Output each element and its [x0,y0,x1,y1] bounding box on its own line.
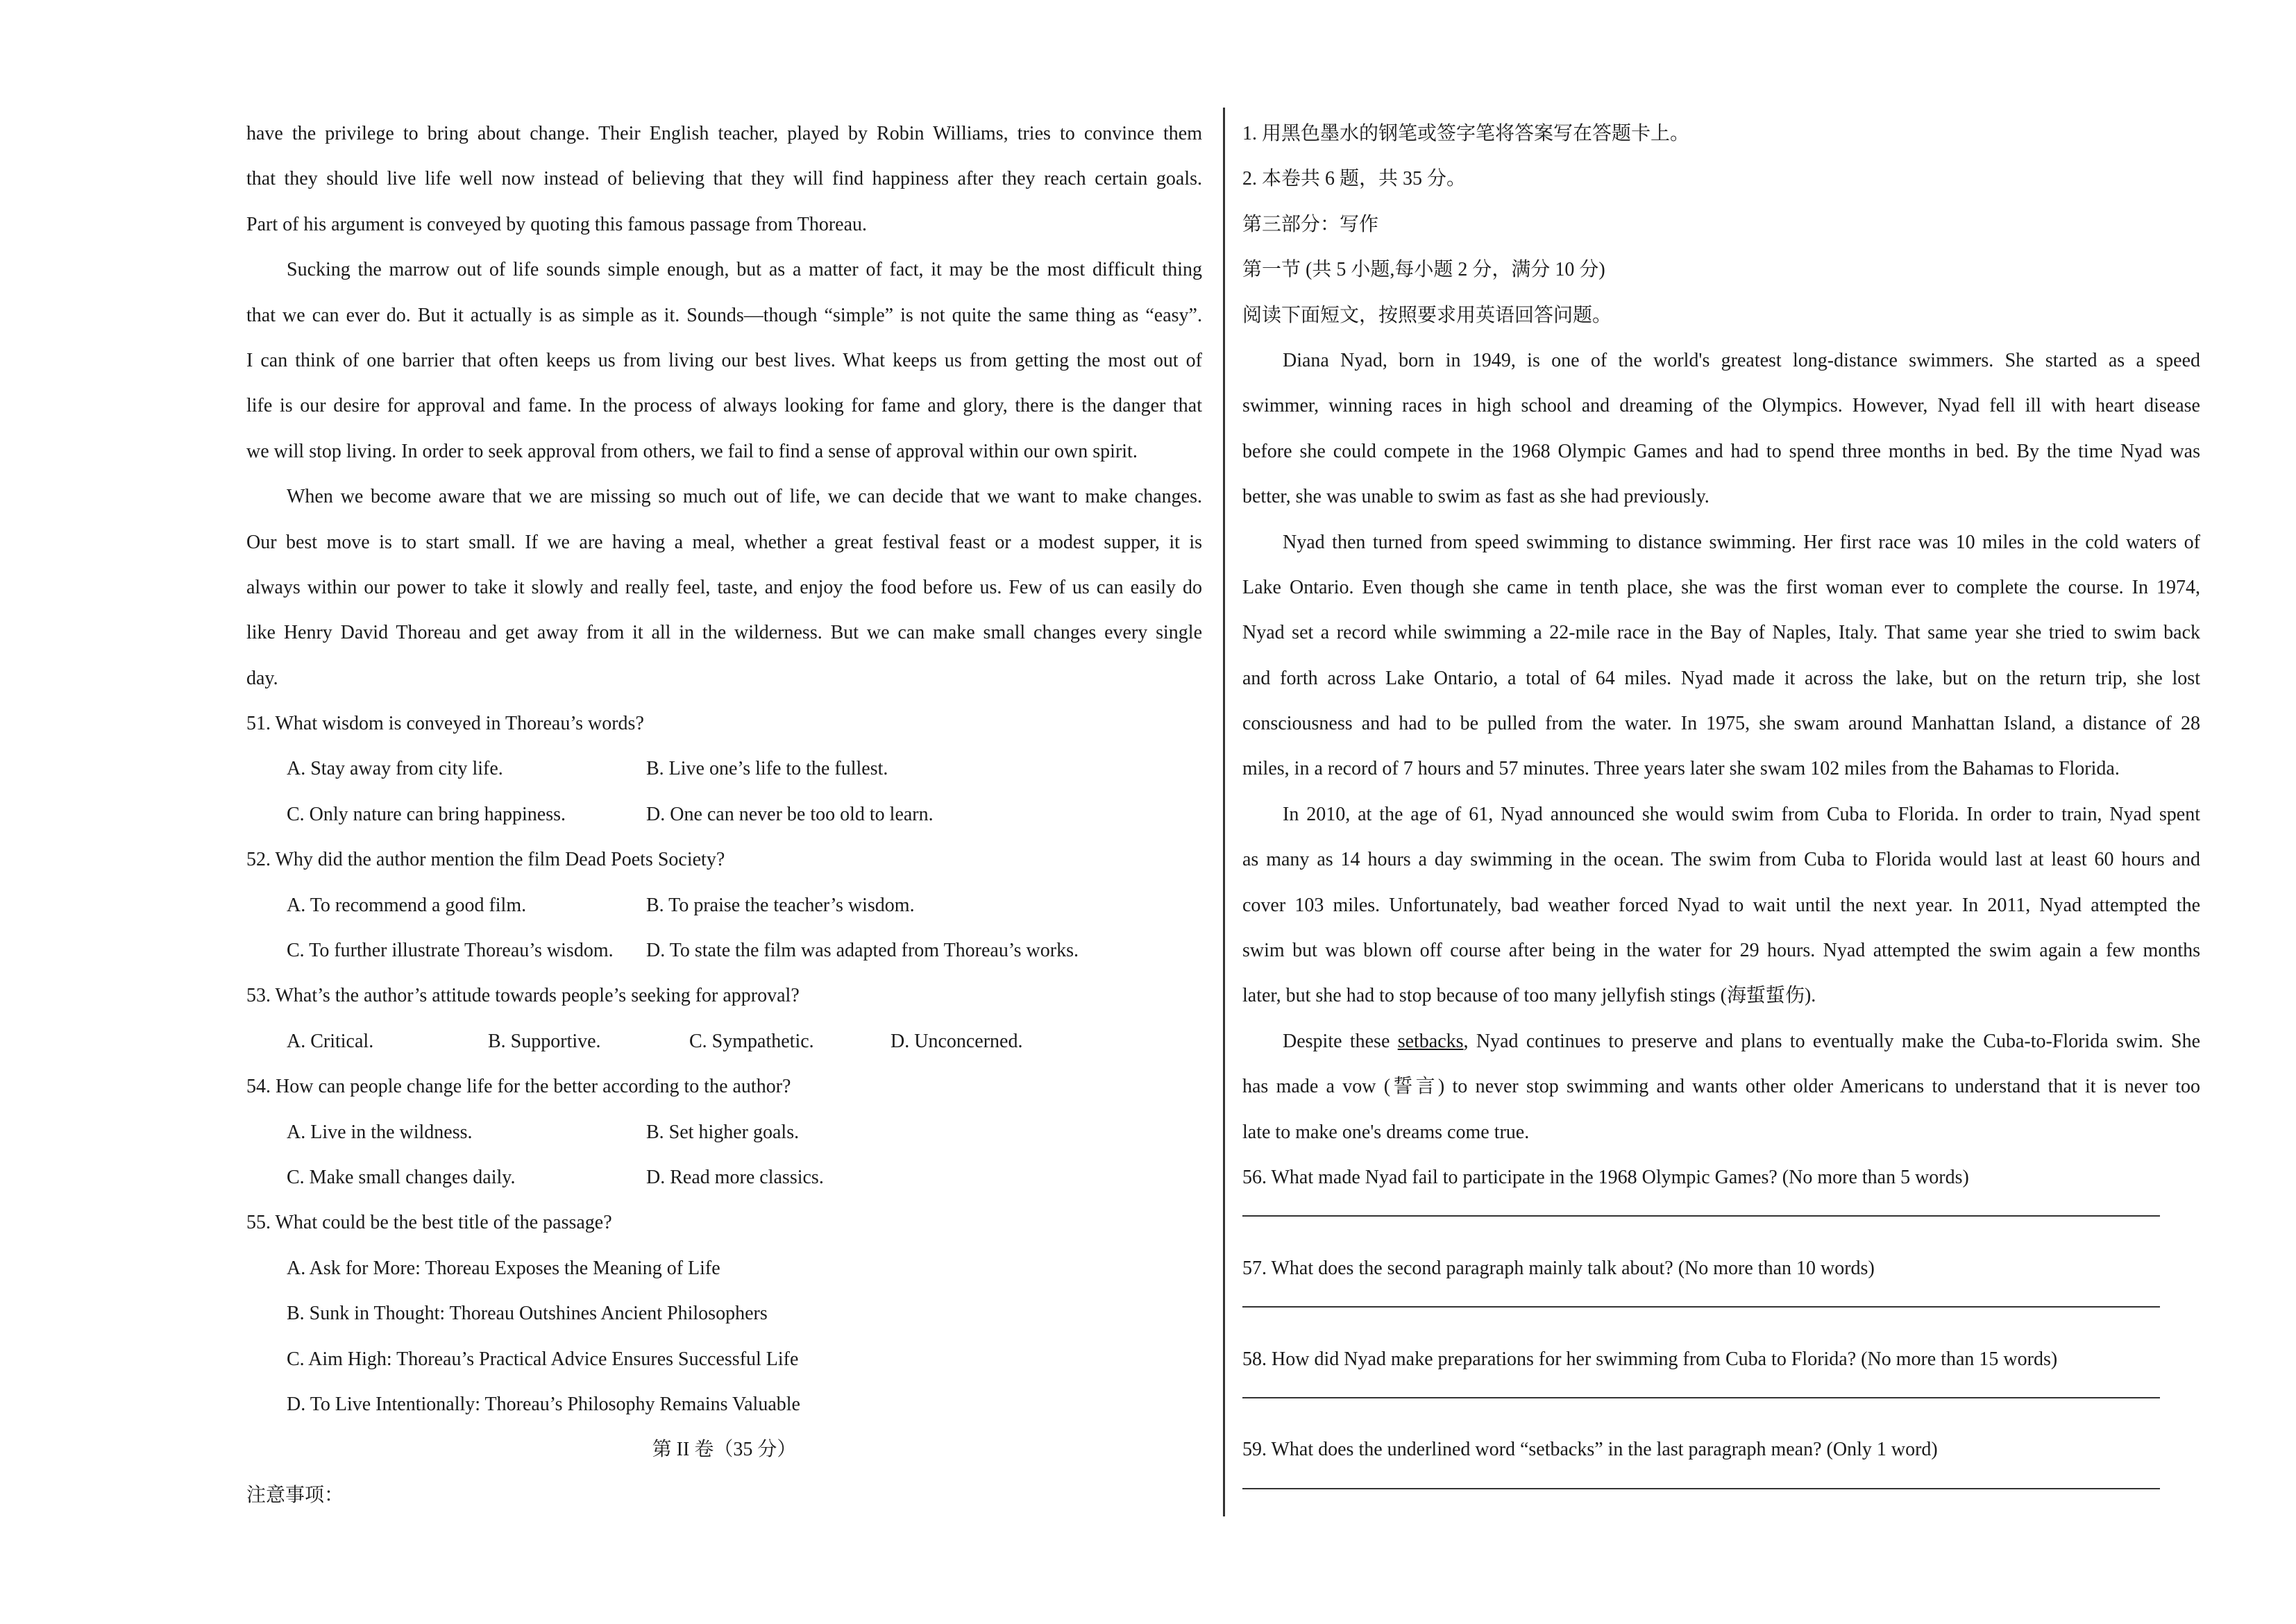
option-c: C. Aim High: Thoreau’s Practical Advice Ensures Successful Life [287,1348,799,1370]
answer-line[interactable] [1242,1200,2200,1230]
option-a: A. Ask for More: Thoreau Exposes the Meaning of Life [287,1257,720,1279]
option-c: C. Only nature can bring happiness. [287,803,566,825]
text-line: later, but she had to stop because of too many jellyfish stings (海蜇蜇伤). [1242,985,1816,1007]
part-heading: 第三部分：写作 [1242,213,1379,235]
question-stem: 58. How did Nyad make preparations for her swimming from Cuba to Florida? (No more than 15 words) [1242,1348,2058,1370]
text-line: late to make one's dreams come true. [1242,1121,1530,1143]
passage-paragraph-4 [1242,1019,2200,1155]
question-stem: 56. What made Nyad fail to participate in the 1968 Olympic Games? (No more than 5 words) [1242,1166,1969,1188]
option-a: A. Critical. [287,1030,374,1052]
question-stem: 51. What wisdom is conveyed in Thoreau’s words? [246,713,644,735]
text-line: Lake Ontario. Even though she came in tenth place, she was the first woman ever to complete the course. In 1974, [1242,576,2200,598]
text-line: swimmer, winning races in high school and dreaming of the Olympics. However, Nyad fell ill with heart disease [1242,395,2200,417]
passage-paragraph-1 [246,111,1202,247]
text-line: has made a vow (誓言) to never stop swimming and wants other older Americans to understand that it is never too [1242,1076,2200,1098]
question-stem: 53. What’s the author’s attitude towards people’s seeking for approval? [246,985,800,1007]
underlined-word: setbacks [1397,1030,1464,1052]
text-line: always within our power to take it slowly and really feel, taste, and enjoy the food before us. Few of us can easily do [246,576,1202,598]
option-c: C. Make small changes daily. [287,1166,516,1188]
answer-line[interactable] [1242,1382,2200,1412]
answer-line[interactable] [1242,1473,2200,1503]
text-line: Nyad then turned from speed swimming to distance swimming. Her first race was 10 miles in the cold waters of [1283,531,2200,553]
text-line: Part of his argument is conveyed by quoting this famous passage from Thoreau. [246,213,868,235]
text-line: consciousness and had to be pulled from the water. In 1975, she swam around Manhattan Island, a distance of 28 [1242,713,2200,735]
text-line: Diana Nyad, born in 1949, is one of the world's greatest long-distance swimmers. She started as a speed [1283,349,2200,371]
text-line: When we become aware that we are missing so much out of life, we can decide that we want to make changes. [287,486,1202,508]
text-line: better, she was unable to swim as fast as she had previously. [1242,486,1710,508]
text-line: I can think of one barrier that often keeps us from living our best lives. What keeps us from getting the most out of [246,349,1202,371]
question-57 [1242,1246,2200,1321]
note-2: 2. 本卷共 6 题，共 35 分。 [1242,168,1467,190]
option-d: D. To Live Intentionally: Thoreau’s Philosophy Remains Valuable [287,1393,800,1415]
option-a: A. To recommend a good film. [287,894,527,916]
question-56 [1242,1155,2200,1230]
option-row [246,792,1202,837]
passage-paragraph-3 [246,474,1202,701]
instruction: 阅读下面短文，按照要求用英语回答问题。 [1242,304,1612,326]
notes-label: 注意事项： [246,1484,344,1506]
option-d: D. Read more classics. [646,1166,824,1188]
answer-rule [1242,1215,2160,1217]
option-c: C. Sympathetic. [689,1030,814,1052]
option-b: B. Sunk in Thought: Thoreau Outshines Ancient Philosophers [287,1303,768,1325]
option-b: B. Live one’s life to the fullest. [646,758,888,780]
question-51 [246,701,1202,837]
text-line: cover 103 miles. Unfortunately, bad weather forced Nyad to wait until the next year. In 2011, Nyad attempted the [1242,894,2200,916]
text-line: miles, in a record of 7 hours and 57 minutes. Three years later she swam 102 miles from the Bahamas to Florida. [1242,758,2120,780]
text-line: before she could compete in the 1968 Olympic Games and had to spend three months in bed. By the time Nyad was [1242,440,2200,462]
passage-paragraph-2 [246,247,1202,474]
text-line: swim but was blown off course after being in the water for 29 hours. Nyad attempted the swim again a few months [1242,940,2200,962]
option-row [246,1155,1202,1200]
left-column [246,111,1202,1518]
text-line: that they should live life well now instead of believing that they will find happiness after they reach certain goals. [246,168,1202,190]
column-divider [1223,108,1225,1516]
passage-paragraph-1 [1242,338,2200,520]
question-stem: 59. What does the underlined word “setbacks” in the last paragraph mean? (Only 1 word) [1242,1439,1938,1461]
option-d: D. To state the film was adapted from Thoreau’s works. [646,940,1079,962]
note-1: 1. 用黑色墨水的钢笔或签字笔将答案写在答题卡上。 [1242,123,1690,144]
option-a: A. Stay away from city life. [287,758,503,780]
text-line: we will stop living. In order to seek approval from others, we fail to find a sense of approval within our own spirit. [246,440,1138,462]
text-fragment: , Nyad continues to preserve and plans to eventually make the Cuba-to-Florida swim. She [1463,1030,2200,1052]
option-b: B. Set higher goals. [646,1121,800,1143]
option-row [246,746,1202,791]
section-title: 第 II 卷（35 分） [652,1439,797,1461]
question-59 [1242,1427,2200,1503]
section-heading: 第一节 (共 5 小题,每小题 2 分，满分 10 分) [1242,259,1605,281]
text-line: In 2010, at the age of 61, Nyad announced she would swim from Cuba to Florida. In order to train, Nyad spent [1283,803,2200,825]
option-b: B. To praise the teacher’s wisdom. [646,894,915,916]
question-stem: 55. What could be the best title of the passage? [246,1212,612,1234]
question-54 [246,1064,1202,1200]
text-line: day. [246,667,278,689]
text-line: as many as 14 hours a day swimming in the ocean. The swim from Cuba to Florida would last at least 60 hours and [1242,849,2200,871]
question-55 [246,1200,1202,1427]
text-fragment: Despite these [1283,1030,1398,1052]
option-row [246,1110,1202,1155]
passage-paragraph-2 [1242,520,2200,792]
text-line: Our best move is to start small. If we are having a meal, whether a great festival feast or a modest supper, it is [246,531,1202,553]
text-line: have the privilege to bring about change. Their English teacher, played by Robin Williams, tries to convince them [246,123,1202,144]
answer-rule [1242,1306,2160,1308]
answer-rule [1242,1397,2160,1398]
option-row [246,928,1202,973]
text-line: and forth across Lake Ontario, a total of 64 miles. Nyad made it across the lake, but on the return trip, she lost [1242,667,2200,689]
question-58 [1242,1337,2200,1412]
option-row [246,1019,1202,1064]
question-stem: 54. How can people change life for the better according to the author? [246,1076,791,1098]
passage-paragraph-3 [1242,792,2200,1019]
option-row [246,883,1202,928]
text-line [1242,1019,2200,1064]
question-stem: 52. Why did the author mention the film Dead Poets Society? [246,849,725,871]
option-d: D. Unconcerned. [890,1030,1023,1052]
text-line: Nyad set a record while swimming a 22-mile race in the Bay of Naples, Italy. That same year she tried to swim back [1242,622,2200,644]
option-b: B. Supportive. [488,1030,601,1052]
question-stem: 57. What does the second paragraph mainly talk about? (No more than 10 words) [1242,1257,1875,1279]
answer-rule [1242,1488,2160,1489]
text-line: that we can ever do. But it actually is as simple as it. Sounds—though “simple” is not quite the same thing as “easy”. [246,304,1202,326]
option-c: C. To further illustrate Thoreau’s wisdom. [287,940,614,962]
option-d: D. One can never be too old to learn. [646,803,934,825]
text-line: life is our desire for approval and fame. In the process of always looking for fame and glory, there is the danger that [246,395,1202,417]
text-line: Sucking the marrow out of life sounds simple enough, but as a matter of fact, it may be the most difficult thing [287,259,1202,281]
option-a: A. Live in the wildness. [287,1121,473,1143]
answer-line[interactable] [1242,1291,2200,1321]
question-52 [246,837,1202,973]
text-line: like Henry David Thoreau and get away from it all in the wilderness. But we can make small changes every single [246,622,1202,644]
right-column [1242,111,2200,1518]
question-53 [246,973,1202,1064]
